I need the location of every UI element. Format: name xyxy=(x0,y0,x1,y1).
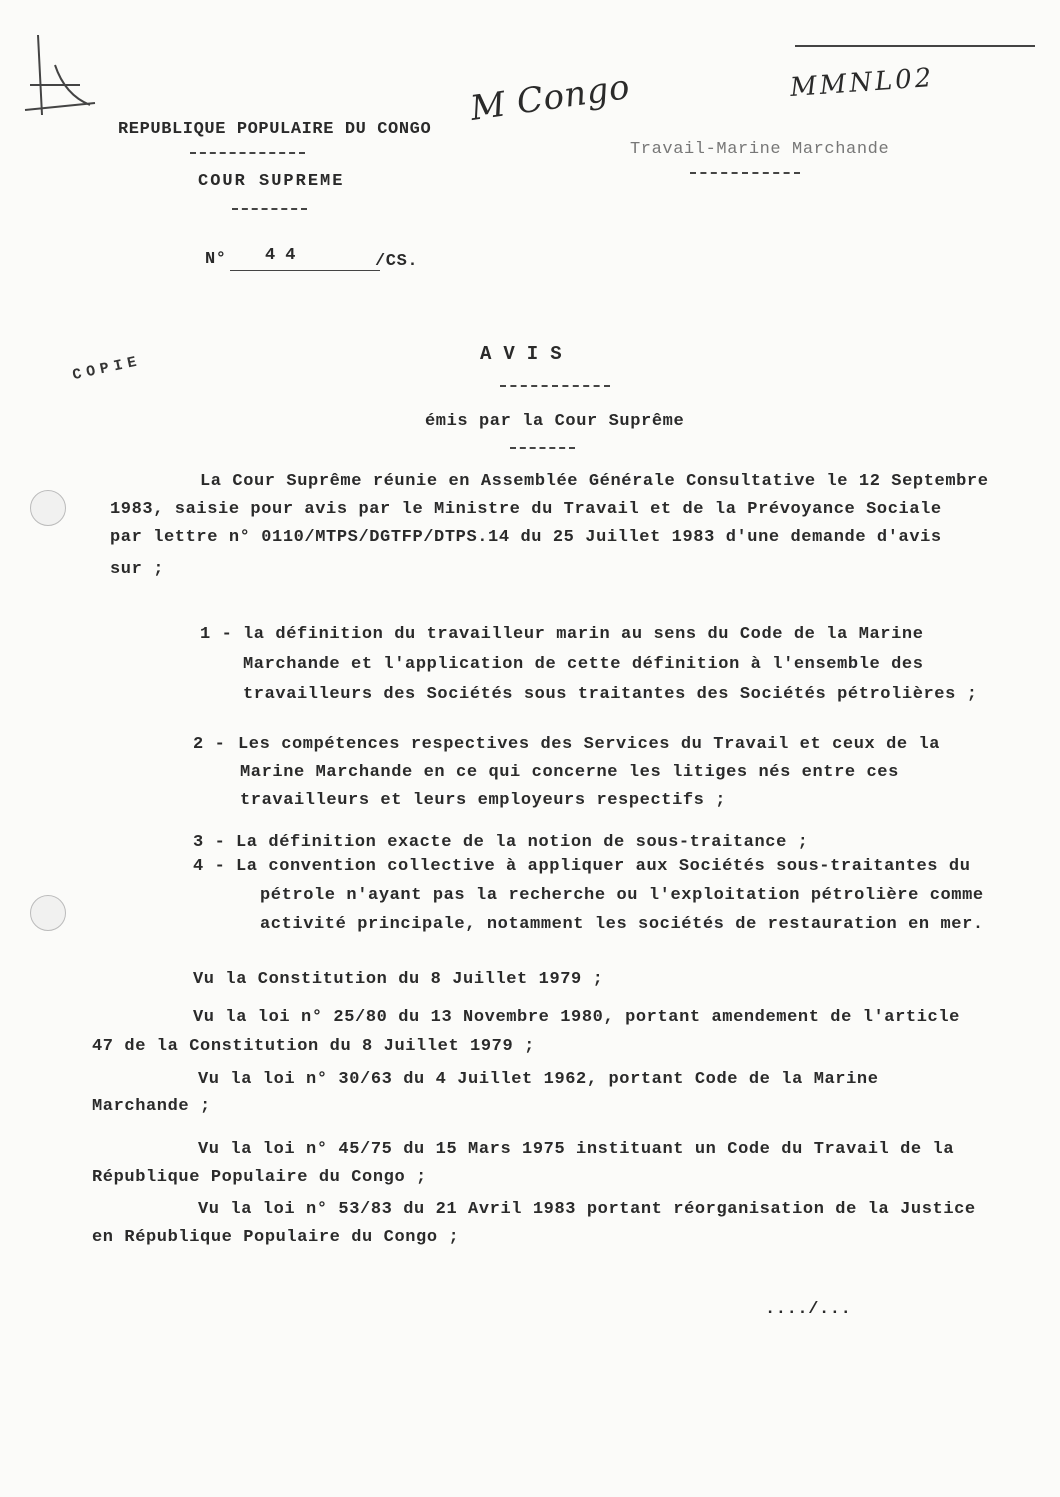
number-underline xyxy=(230,270,380,271)
consideration-4-line-2: République Populaire du Congo ; xyxy=(92,1168,427,1187)
item-3-number: 3 - xyxy=(193,833,226,852)
consideration-3-line-1: Vu la loi n° 30/63 du 4 Juillet 1962, portant Code de la Marine xyxy=(198,1070,879,1089)
item-2-line-3: travailleurs et leurs employeurs respectifs ; xyxy=(240,791,727,810)
item-1-number: 1 - xyxy=(200,625,233,644)
consideration-2-line-1: Vu la loi n° 25/80 du 13 Novembre 1980, portant amendement de l'article xyxy=(193,1008,960,1027)
title-underline xyxy=(500,385,610,387)
ministry-stamp: Travail-Marine Marchande xyxy=(630,140,890,159)
item-4-line-2: pétrole n'ayant pas la recherche ou l'exploitation pétrolière comme xyxy=(260,886,984,905)
punch-hole-bottom xyxy=(30,895,66,931)
consideration-5-line-1: Vu la loi n° 53/83 du 21 Avril 1983 portant réorganisation de la Justice xyxy=(198,1200,976,1219)
document-title: AVIS xyxy=(480,343,574,365)
intro-line-1: La Cour Suprême réunie en Assemblée Générale Consultative le 12 Septembre xyxy=(200,472,989,491)
item-1-line-3: travailleurs des Sociétés sous traitantes des Sociétés pétrolières ; xyxy=(243,685,978,704)
ministry-underline xyxy=(690,172,800,174)
item-2-line-2: Marine Marchande en ce qui concerne les litiges nés entre ces xyxy=(240,763,899,782)
document-number: 44 xyxy=(265,246,306,265)
court-underline xyxy=(232,208,307,210)
document-number-suffix: /CS. xyxy=(375,252,419,271)
court-name: COUR SUPREME xyxy=(198,172,345,191)
item-4-line-1: La convention collective à appliquer aux Sociétés sous-traitantes du xyxy=(236,857,971,876)
page-continuation: ..../... xyxy=(765,1300,852,1319)
consideration-2-line-2: 47 de la Constitution du 8 Juillet 1979 ; xyxy=(92,1037,535,1056)
consideration-5-line-2: en République Populaire du Congo ; xyxy=(92,1228,460,1247)
document-number-label: N° xyxy=(205,250,227,269)
country-underline xyxy=(190,152,305,154)
copie-stamp: COPIE xyxy=(70,352,144,385)
punch-hole-top xyxy=(30,490,66,526)
item-2-number: 2 - xyxy=(193,735,226,754)
document-subtitle: émis par la Cour Suprême xyxy=(425,412,685,431)
subtitle-underline xyxy=(510,447,575,449)
item-4-line-3: activité principale, notamment les sociétés de restauration en mer. xyxy=(260,915,984,934)
item-1-line-1: la définition du travailleur marin au sens du Code de la Marine xyxy=(243,625,924,644)
corner-scribble-icon xyxy=(20,25,100,125)
consideration-4-line-1: Vu la loi n° 45/75 du 15 Mars 1975 instituant un Code du Travail de la xyxy=(198,1140,955,1159)
item-1-line-2: Marchande et l'application de cette définition à l'ensemble des xyxy=(243,655,924,674)
item-3-line-1: La définition exacte de la notion de sous-traitance ; xyxy=(236,833,809,852)
handwritten-title: M Congo xyxy=(467,67,633,129)
intro-line-4: sur ; xyxy=(110,560,165,579)
consideration-3-line-2: Marchande ; xyxy=(92,1097,211,1116)
item-4-number: 4 - xyxy=(193,857,226,876)
item-2-line-1: Les compétences respectives des Services du Travail et ceux de la xyxy=(238,735,941,754)
consideration-1-line-1: Vu la Constitution du 8 Juillet 1979 ; xyxy=(193,970,604,989)
top-right-rule xyxy=(795,45,1035,47)
handwritten-code: MMNL02 xyxy=(789,63,936,103)
country-name: REPUBLIQUE POPULAIRE DU CONGO xyxy=(118,120,432,139)
intro-line-3: par lettre n° 0110/MTPS/DGTFP/DTPS.14 du 25 Juillet 1983 d'une demande d'avis xyxy=(110,528,942,547)
intro-line-2: 1983, saisie pour avis par le Ministre du Travail et de la Prévoyance Sociale xyxy=(110,500,942,519)
